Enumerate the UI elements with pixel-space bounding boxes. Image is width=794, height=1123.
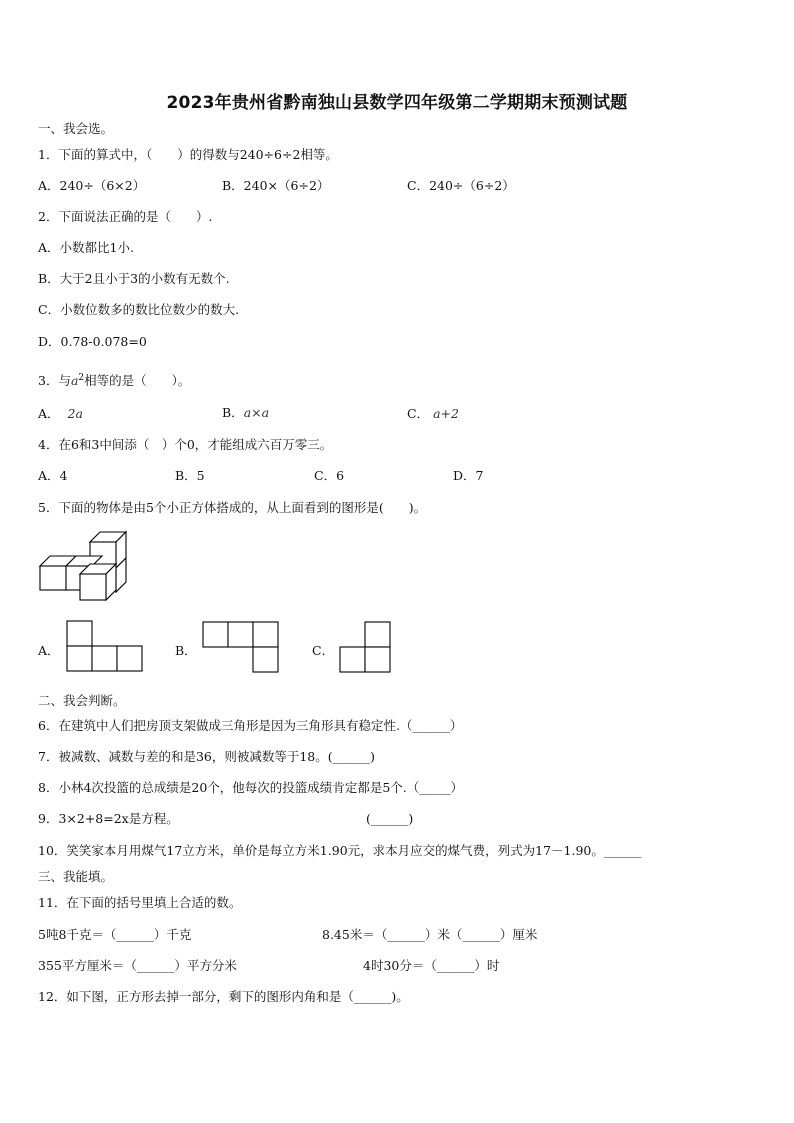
- q11-item-1[interactable]: 5吨8千克＝（______）千克: [38, 927, 192, 942]
- q3-option-c-expr: a+2: [433, 406, 459, 421]
- q5-option-b-label[interactable]: B．: [175, 643, 197, 658]
- section-heading-3: 三、我能填。: [38, 869, 114, 884]
- q2-option-c[interactable]: C．小数位数多的数比位数少的数大.: [38, 302, 240, 317]
- q1-option-b[interactable]: B．240×（6÷2）: [222, 178, 330, 193]
- q1-option-c[interactable]: C．240÷（6÷2）: [407, 178, 515, 193]
- section-heading-1: 一、我会选。: [38, 121, 114, 136]
- question-11: 11．在下面的括号里填上合适的数。: [38, 895, 242, 910]
- q3-option-c[interactable]: [407, 406, 459, 422]
- q3-option-c-label: C．: [407, 406, 430, 421]
- q3-stem-post: 相等的是（ ）。: [84, 373, 191, 389]
- q1-option-a[interactable]: A．240÷（6×2）: [38, 178, 146, 193]
- q5-option-c-figure[interactable]: [339, 621, 393, 675]
- cube-stack-figure: [38, 528, 130, 602]
- question-2: 2．下面说法正确的是（ ）.: [38, 209, 213, 224]
- question-5: 5．下面的物体是由5个小正方体搭成的，从上面看到的图形是( )。: [38, 500, 427, 515]
- question-1: 1．下面的算式中，（ ）的得数与240÷6÷2相等。: [38, 147, 338, 162]
- page-title: 2023年贵州省黔南独山县数学四年级第二学期期末预测试题: [166, 93, 628, 113]
- q4-option-a[interactable]: A．4: [38, 468, 68, 483]
- q3-option-a-expr: 2a: [67, 406, 83, 421]
- q9-answer-blank[interactable]: (______): [366, 811, 414, 826]
- q3-option-b-label: B．: [222, 405, 244, 420]
- question-3: [38, 370, 190, 389]
- q3-option-a-label: A．: [38, 406, 60, 421]
- question-6: 6．在建筑中人们把房顶支架做成三角形是因为三角形具有稳定性.（______）: [38, 718, 463, 733]
- q3-exponent: 2: [78, 373, 85, 383]
- q11-item-4[interactable]: 4时30分＝（______）时: [363, 958, 500, 973]
- q3-option-b-expr: a×a: [243, 405, 270, 420]
- question-9: 9．3×2+8=2x是方程。: [38, 811, 179, 826]
- question-10: 10．笑笑家本月用煤气17立方米，单价是每立方米1.90元，求本月应交的煤气费，列式为17－1.90。______: [38, 843, 642, 858]
- question-8: 8．小林4次投篮的总成绩是20个，他每次的投篮成绩肯定都是5个.（_____）: [38, 780, 463, 795]
- section-heading-2: 二、我会判断。: [38, 693, 126, 708]
- q11-item-2[interactable]: 8.45米＝（______）米（______）厘米: [322, 927, 538, 942]
- q4-option-d[interactable]: D．7: [453, 468, 484, 483]
- question-12: 12．如下图，正方形去掉一部分，剩下的图形内角和是（______)。: [38, 989, 409, 1004]
- q2-option-a[interactable]: A．小数都比1小.: [38, 240, 134, 255]
- q3-variable: a: [70, 373, 79, 389]
- question-4: 4．在6和3中间添（ ）个0，才能组成六百万零三。: [38, 437, 333, 452]
- q4-option-c[interactable]: C．6: [314, 468, 345, 483]
- q11-item-3[interactable]: 355平方厘米＝（______）平方分米: [38, 958, 237, 973]
- q2-option-d[interactable]: D．0.78-0.078=0: [38, 334, 147, 349]
- q3-option-b[interactable]: [222, 405, 269, 421]
- question-7: 7．被减数、减数与差的和是36，则被减数等于18。(______): [38, 749, 376, 764]
- q5-option-a-figure[interactable]: [66, 620, 144, 674]
- q5-option-c-label[interactable]: C．: [312, 643, 335, 658]
- q5-option-a-label[interactable]: A．: [38, 643, 60, 658]
- q3-option-a[interactable]: [38, 406, 83, 422]
- q3-stem-pre: 3．与: [38, 373, 71, 389]
- q2-option-b[interactable]: B．大于2且小于3的小数有无数个.: [38, 271, 230, 286]
- q4-option-b[interactable]: B．5: [175, 468, 205, 483]
- q5-option-b-figure[interactable]: [202, 621, 280, 675]
